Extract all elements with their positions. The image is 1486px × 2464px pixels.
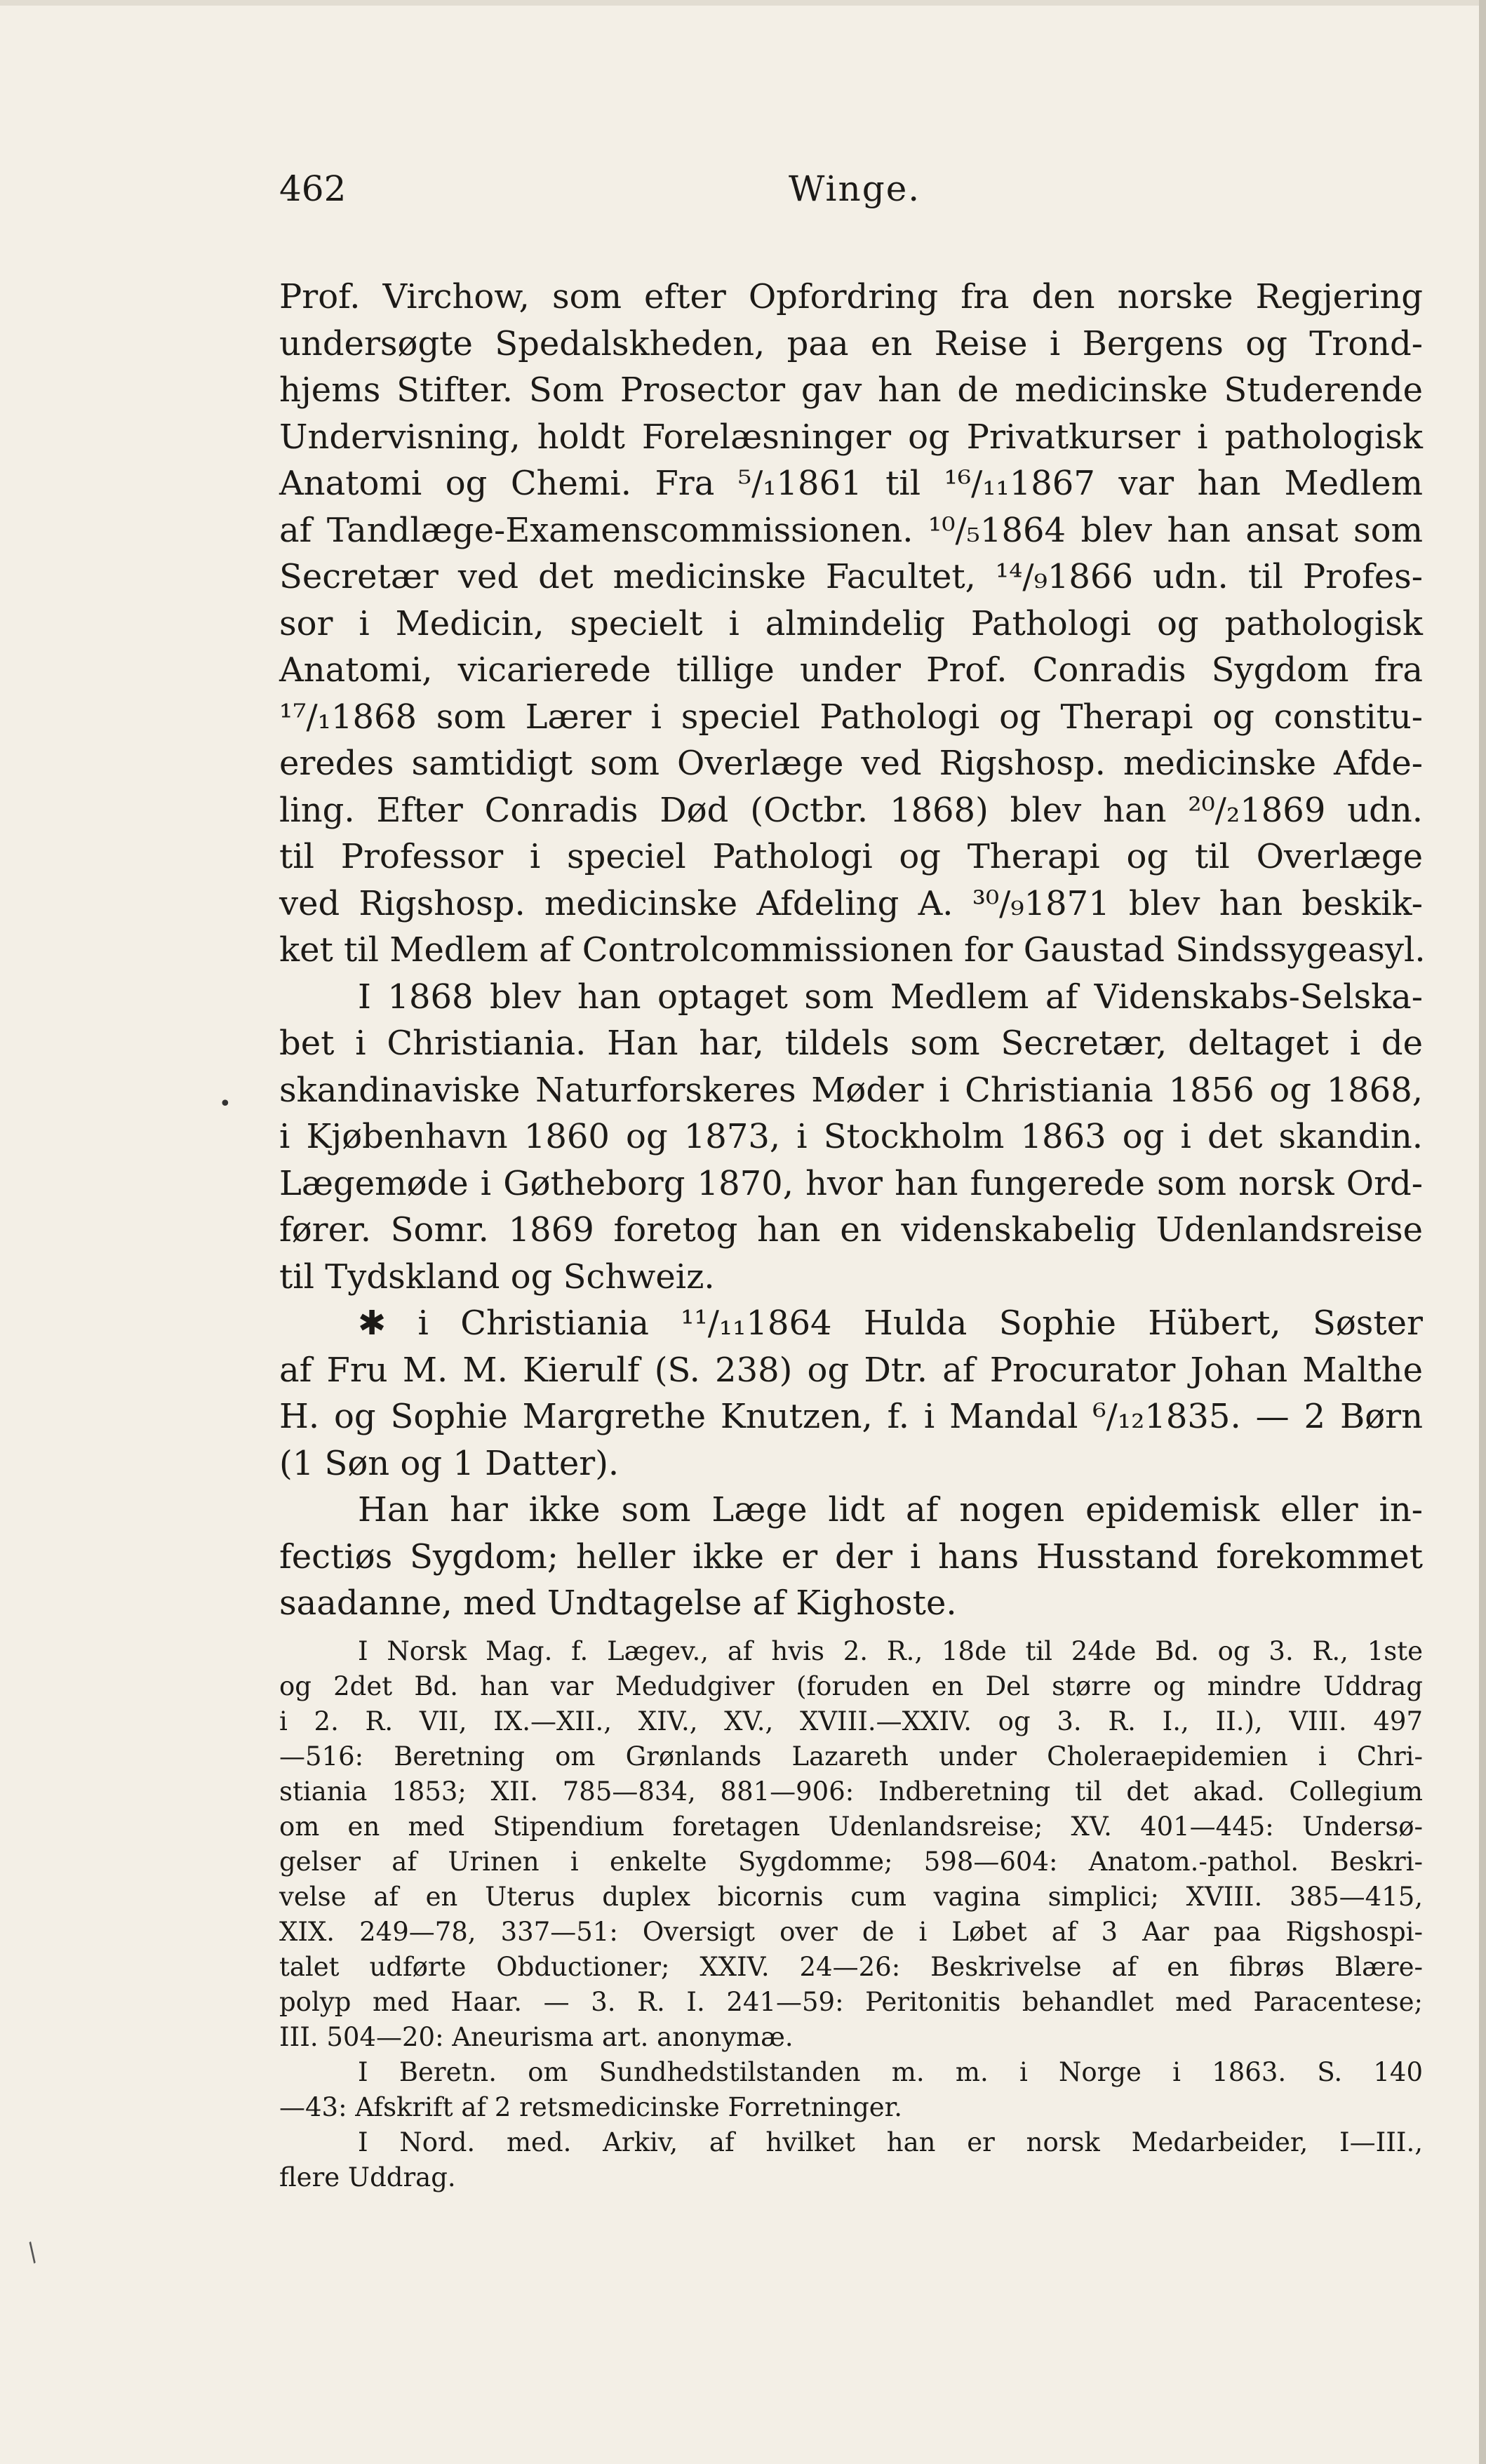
text-line: til Tydskland og Schweiz.	[279, 1257, 715, 1297]
note-line: III. 504—20: Aneurisma art. anonymæ.	[279, 2021, 794, 2052]
text-line: af Fru M. M. Kierulf (S. 238) og Dtr. af Procurator Johan Malthe	[279, 1350, 1423, 1390]
note-line: velse af en Uterus duplex bicornis cum vagina simplici; XVIII. 385—415,	[279, 1881, 1423, 1912]
note-line: I Norsk Mag. f. Lægev., af hvis 2. R., 18de til 24de Bd. og 3. R., 1ste	[358, 1635, 1423, 1666]
page-right-edge	[1479, 0, 1486, 2464]
note-line: —43: Afskrift af 2 retsmedicinske Forretninger.	[279, 2091, 903, 2122]
page-header	[279, 168, 1423, 225]
paragraph-marriage	[279, 1300, 1423, 1487]
text-line: af Tandlæge-Examenscommissionen. ¹⁰/₅1864 blev han ansat som	[279, 510, 1423, 550]
paragraph-career	[279, 274, 1426, 974]
text-line: ved Rigshosp. medicinske Afdeling A. ³⁰/₉1871 blev han beskik-	[279, 883, 1423, 923]
text-line: Lægemøde i Gøtheborg 1870, hvor han fungerede som norsk Ord-	[279, 1163, 1423, 1203]
text-line: ¹⁷/₁1868 som Lærer i speciel Pathologi og Therapi og constitu-	[279, 697, 1423, 737]
text-line: I 1868 blev han optaget som Medlem af Videnskabs-Selska-	[358, 977, 1423, 1017]
note-beretn	[279, 2055, 1423, 2125]
text-line: skandinaviske Naturforskeres Møder i Christiania 1856 og 1868,	[279, 1070, 1423, 1110]
note-line: I Beretn. om Sundhedstilstanden m. m. i Norge i 1863. S. 140	[358, 2056, 1423, 2087]
page-top-edge	[0, 0, 1486, 6]
text-line: Undervisning, holdt Forelæsninger og Privatkurser i pathologisk	[279, 417, 1423, 457]
page-number: 462	[279, 168, 347, 209]
text-line: saadanne, med Undtagelse af Kighoste.	[279, 1583, 957, 1623]
text-line: til Professor i speciel Pathologi og Therapi og til Overlæge	[279, 837, 1423, 876]
text-line: Han har ikke som Læge lidt af nogen epidemisk eller in-	[358, 1490, 1423, 1529]
note-nord-med-arkiv	[279, 2125, 1423, 2195]
bibliography-notes	[279, 1634, 1423, 2195]
text-line: fectiøs Sygdom; heller ikke er der i hans Husstand forekommet	[279, 1536, 1423, 1576]
note-norsk-mag	[279, 1634, 1423, 2055]
text-line: Anatomi og Chemi. Fra ⁵/₁1861 til ¹⁶/₁₁1867 var han Medlem	[279, 464, 1423, 503]
note-line: gelser af Urinen i enkelte Sygdomme; 598—604: Anatom.-pathol. Beskri-	[279, 1846, 1423, 1877]
text-line: eredes samtidigt som Overlæge ved Rigshosp. medicinske Afde-	[279, 744, 1423, 783]
paragraph-societies	[279, 974, 1423, 1301]
note-line: flere Uddrag.	[279, 2162, 456, 2192]
text-line: Secretær ved det medicinske Facultet, ¹⁴/₉1866 udn. til Profes-	[279, 557, 1423, 596]
paragraph-health	[279, 1487, 1423, 1627]
note-line: talet udførte Obductioner; XXIV. 24—26: Beskrivelse af en fibrøs Blære-	[279, 1951, 1423, 1982]
text-line: fører. Somr. 1869 foretog han en videnskabelig Udenlandsreise	[279, 1210, 1423, 1250]
note-line: —516: Beretning om Grønlands Lazareth under Choleraepidemien i Chri-	[279, 1741, 1423, 1772]
margin-dot-mark: •	[219, 1092, 232, 1116]
text-line: i Kjøbenhavn 1860 og 1873, i Stockholm 1863 og i det skandin.	[279, 1117, 1423, 1156]
text-line: sor i Medicin, specielt i almindelig Pathologi og pathologisk	[279, 603, 1423, 643]
text-line: ling. Efter Conradis Død (Octbr. 1868) blev han ²⁰/₂1869 udn.	[279, 790, 1423, 830]
note-line: og 2det Bd. han var Medudgiver (foruden en Del større og mindre Uddrag	[279, 1670, 1423, 1701]
note-line: om en med Stipendium foretagen Udenlandsreise; XV. 401—445: Undersø-	[279, 1811, 1423, 1842]
text-line: hjems Stifter. Som Prosector gav han de medicinske Studerende	[279, 370, 1423, 410]
note-line: I Nord. med. Arkiv, af hvilket han er norsk Medarbeider, I—III.,	[358, 2127, 1423, 2157]
text-line: bet i Christiania. Han har, tildels som Secretær, deltaget i de	[279, 1024, 1423, 1063]
text-line: Anatomi, vicarierede tillige under Prof. Conradis Sygdom fra	[279, 650, 1423, 690]
running-head: Winge.	[789, 168, 921, 209]
note-line: polyp med Haar. — 3. R. I. 241—59: Peritonitis behandlet med Paracentese;	[279, 1986, 1423, 2017]
note-line: XIX. 249—78, 337—51: Oversigt over de i Løbet af 3 Aar paa Rigshospi-	[279, 1916, 1423, 1947]
text-line: ✱ i Christiania ¹¹/₁₁1864 Hulda Sophie Hübert, Søster	[358, 1304, 1423, 1343]
text-line: undersøgte Spedalskheden, paa en Reise i Bergens og Trond-	[279, 323, 1423, 363]
text-line: Prof. Virchow, som efter Opfordring fra den norske Regjering	[279, 277, 1423, 316]
text-line: ket til Medlem af Controlcommissionen for Gaustad Sindssygeasyl.	[279, 930, 1426, 970]
text-line: H. og Sophie Margrethe Knutzen, f. i Mandal ⁶/₁₂1835. — 2 Børn	[279, 1397, 1423, 1436]
note-line: stiania 1853; XII. 785—834, 881—906: Indberetning til det akad. Collegium	[279, 1776, 1423, 1807]
margin-tick-mark: /	[21, 2237, 43, 2268]
text-line: (1 Søn og 1 Datter).	[279, 1443, 620, 1483]
body-text	[279, 274, 1426, 1627]
note-line: i 2. R. VII, IX.—XII., XIV., XV., XVIII.—XXIV. og 3. R. I., II.), VIII. 497	[279, 1706, 1423, 1736]
page-content	[279, 168, 1426, 2195]
